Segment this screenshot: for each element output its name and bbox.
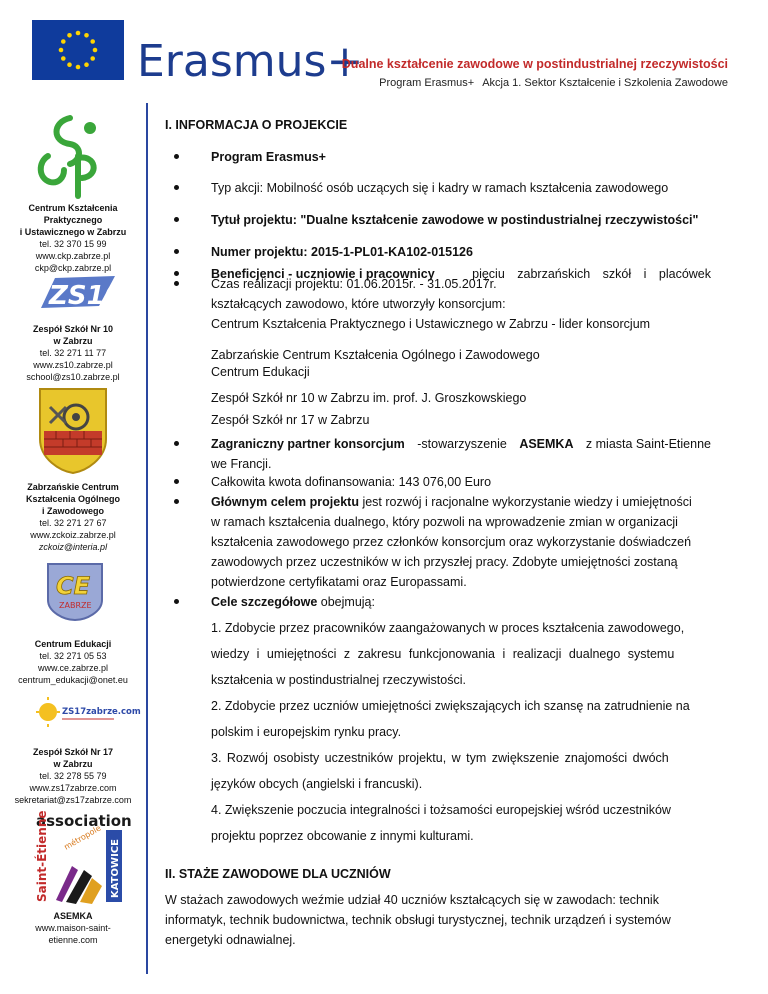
- section2-line-2: informatyk, technik budownictwa, technik obsługi turystycznej, technik urządzeń i systemów: [165, 913, 671, 927]
- detailed-goal-2a: 2. Zdobycie przez uczniów umiejętności zwiększających ich szansę na zatrudnienie na: [211, 699, 690, 713]
- erasmus-logo-text: Erasmus+: [137, 36, 364, 87]
- asemka-web-link-2[interactable]: etienne.com: [48, 935, 98, 945]
- goal-line-3: kształcenia zawodowego przez członków konsorcjum oraz wykorzystanie doświadczeń: [211, 535, 692, 549]
- section2-body: [165, 890, 725, 950]
- funding-text: Całkowita kwota dofinansowania: 143 076,00 Euro: [211, 475, 492, 489]
- ce-web-link[interactable]: www.ce.zabrze.pl: [37, 663, 109, 673]
- section2-title: II. STAŻE ZAWODOWE DLA UCZNIÓW: [165, 867, 391, 881]
- asemka-web-link-1[interactable]: www.maison-saint-: [35, 923, 111, 933]
- ce-name: Centrum Edukacji: [34, 639, 112, 649]
- detailed-goal-4b: projektu poprzez obcowanie z innymi kulturami.: [211, 829, 474, 843]
- asemka-logo-arc: métropole: [62, 823, 103, 852]
- zs10-phone: tel. 32 271 11 77: [39, 348, 107, 358]
- partner-line-2: we Francji.: [211, 457, 272, 471]
- bullet-icon: [174, 271, 179, 276]
- ce-phone: tel. 32 271 05 53: [39, 651, 107, 661]
- header-program: Program Erasmus+: [379, 77, 475, 89]
- zs10-logo: [35, 272, 123, 318]
- program-text-visible: Program Erasmus+: [211, 150, 326, 164]
- zs10-name-2: w Zabrzu: [53, 336, 93, 346]
- zs10-web-link[interactable]: www.zs10.zabrze.pl: [33, 360, 113, 370]
- header-action: Akcja 1. Sektor Kształcenie i Szkolenia Zawodowe: [482, 77, 728, 89]
- detailed-goal-1a: 1. Zdobycie przez pracowników zaangażowanych w proces kształcenia zawodowego,: [211, 621, 685, 635]
- asemka-logo-word: association: [36, 812, 132, 830]
- zs17-contact: [0, 746, 146, 806]
- period-visible: Czas realizacji projektu: 01.06.2015r. - 31.05.2017r.: [211, 277, 497, 291]
- bullet-icon: [174, 441, 179, 446]
- ckp-name-2: Praktycznego: [43, 215, 103, 225]
- zckoiz-web-link[interactable]: www.zckoiz.zabrze.pl: [30, 530, 116, 540]
- zs17-logo-text: ZS17zabrze.com: [62, 707, 141, 717]
- ckp-phone: tel. 32 370 15 99: [39, 239, 107, 249]
- section2-line-1: W stażach zawodowych weźmie udział 40 uczniów kształcących się w zawodach: technik: [165, 893, 659, 907]
- header-subtitle: [379, 77, 728, 89]
- zs17-name-2: w Zabrzu: [53, 759, 93, 769]
- asemka-logo: [32, 810, 132, 906]
- zs17-logo: [36, 694, 141, 730]
- bullet-icon: [174, 154, 179, 159]
- beneficiaries-rest-visible: pięciu zabrzańskich szkół i placówek: [472, 267, 711, 281]
- section2-line-3: energetyki odnawialnej.: [165, 933, 296, 947]
- beneficiaries-fixed: [165, 264, 725, 324]
- detailed-goals-intro: [211, 592, 711, 612]
- ckp-name-3: i Ustawicznego w Zabrzu: [19, 227, 127, 237]
- partner-bold: Zagraniczny partner konsorcjum: [211, 437, 405, 451]
- zckoiz-name-3: i Zawodowego: [42, 506, 104, 516]
- section1-title-visible: I. INFORMACJA O PROJEKCIE: [165, 118, 348, 132]
- action-type-visible: Typ akcji: Mobilność osób uczących się i kadry w ramach kształcenia zawodowego: [211, 181, 669, 195]
- bullet-icon: [174, 499, 179, 504]
- zs10-contact: [0, 323, 146, 383]
- detailed-bold: Cele szczegółowe: [211, 595, 318, 609]
- zckoiz-phone: tel. 32 271 27 67: [39, 518, 107, 528]
- partner-line-1: [211, 434, 711, 454]
- zs17-web-link[interactable]: www.zs17zabrze.com: [29, 783, 117, 793]
- detailed-rest: obejmują:: [320, 595, 375, 609]
- ckp-web-link[interactable]: www.ckp.zabrze.pl: [35, 251, 111, 261]
- goal-line-2: w ramach kształcenia dualnego, który pozwoli na wprowadzenie zmian w organizacji: [211, 515, 678, 529]
- zckoiz-email-link[interactable]: zckoiz@interia.pl: [38, 542, 108, 552]
- bullet-icon: [174, 249, 179, 254]
- consortium-member-5: Zespół Szkół nr 17 w Zabrzu: [211, 413, 370, 427]
- zckoiz-name-1: Zabrzańskie Centrum: [27, 482, 119, 492]
- detailed-goal-4a: 4. Zwiększenie poczucia integralności i tożsamości europejskiej wśród uczestników: [211, 803, 671, 817]
- consortium-member-3: Centrum Edukacji: [211, 365, 310, 379]
- zs10-name-1: Zespół Szkół Nr 10: [32, 324, 114, 334]
- goal-line-4: zawodowych przez uczestników w ich przyszłej pracy. Zdobyte umiejętności zostaną: [211, 555, 678, 569]
- bullet-icon: [174, 185, 179, 190]
- detailed-goal-3a: 3. Rozwój osobisty uczestników projektu, w tym zwiększenie znajomości dwóch: [211, 751, 669, 765]
- detailed-goal-1c: kształcenia w postindustrialnej rzeczywistości.: [211, 673, 466, 687]
- goal-line-1: [211, 492, 711, 512]
- ckp-logo: [30, 112, 116, 198]
- ckp-name-1: Centrum Kształcenia: [28, 203, 118, 213]
- goal-line-1-rest: jest rozwój i racjonalne wykorzystanie wiedzy i umiejętności: [362, 495, 692, 509]
- goal-line-5: potwierdzone certyfikatami oraz Europassami.: [211, 575, 467, 589]
- ce-logo: [42, 560, 108, 622]
- partner-mid: -stowarzyszenie: [417, 437, 507, 451]
- vertical-divider: [146, 103, 148, 974]
- project-title-visible: Tytuł projektu: "Dualne kształcenie zawodowe w postindustrialnej rzeczywistości": [211, 213, 699, 227]
- zs17-email-link[interactable]: sekretariat@zs17zabrze.com: [14, 795, 132, 805]
- partner-rest: z miasta Saint-Etienne: [585, 437, 711, 451]
- zs17-phone: tel. 32 278 55 79: [39, 771, 107, 781]
- ce-logo-text: CE: [56, 572, 91, 600]
- ckp-email-link[interactable]: ckp@ckp.zabrze.pl: [34, 263, 112, 273]
- project-number-visible: Numer projektu: 2015-1-PL01-KA102-015126: [211, 245, 473, 259]
- goal-bold: Głównym celem projektu: [211, 495, 359, 509]
- bullet-icon: [174, 217, 179, 222]
- ce-logo-sub: ZABRZE: [59, 601, 92, 610]
- bullet-icon: [174, 599, 179, 604]
- partner-name: ASEMKA: [519, 437, 574, 451]
- consortium-member-1: Centrum Kształcenia Praktycznego i Ustawicznego w Zabrzu - lider konsorcjum: [211, 317, 651, 331]
- detailed-goal-3b: języków obcych (angielski i francuski).: [211, 777, 423, 791]
- ckp-contact: [0, 202, 146, 274]
- eu-flag-logo: [32, 20, 124, 80]
- zs10-email-link[interactable]: school@zs10.zabrze.pl: [26, 372, 120, 382]
- asemka-contact: [0, 910, 146, 946]
- ce-email-link[interactable]: centrum_edukacji@onet.eu: [18, 675, 128, 685]
- ce-contact: [0, 638, 146, 686]
- bullet-icon: [174, 479, 179, 484]
- asemka-logo-city: Saint-Étienne: [35, 810, 49, 902]
- consortium-member-4: Zespół Szkół nr 10 w Zabrzu im. prof. J. Groszkowskiego: [211, 391, 527, 405]
- beneficiaries-line-1-visible: [211, 264, 711, 284]
- detailed-goal-2b: polskim i europejskim rynku pracy.: [211, 725, 402, 739]
- zckoiz-contact: [0, 481, 146, 553]
- beneficiaries-bold-visible: Beneficjenci - uczniowie i pracownicy: [211, 267, 435, 281]
- zs10-logo-text: ZS10: [49, 281, 123, 311]
- zckoiz-coat-of-arms: [36, 385, 110, 475]
- asemka-name: ASEMKA: [53, 911, 93, 921]
- zs17-name-1: Zespół Szkół Nr 17: [32, 747, 114, 757]
- zckoiz-name-2: Kształcenia Ogólnego: [25, 494, 121, 504]
- detailed-goal-1b: wiedzy i umiejętności z zakresu funkcjonowania i realizacji dualnego systemu: [211, 647, 675, 661]
- consortium-member-2: Zabrzańskie Centrum Kształcenia Ogólnego i Zawodowego: [211, 348, 540, 362]
- header-title: Dualne kształcenie zawodowe w postindustrialnej rzeczywistości: [341, 57, 728, 71]
- beneficiaries-line-2-visible: kształcących zawodowo, które utworzyły konsorcjum:: [211, 297, 506, 311]
- asemka-logo-city2: KATOWICE: [110, 839, 121, 898]
